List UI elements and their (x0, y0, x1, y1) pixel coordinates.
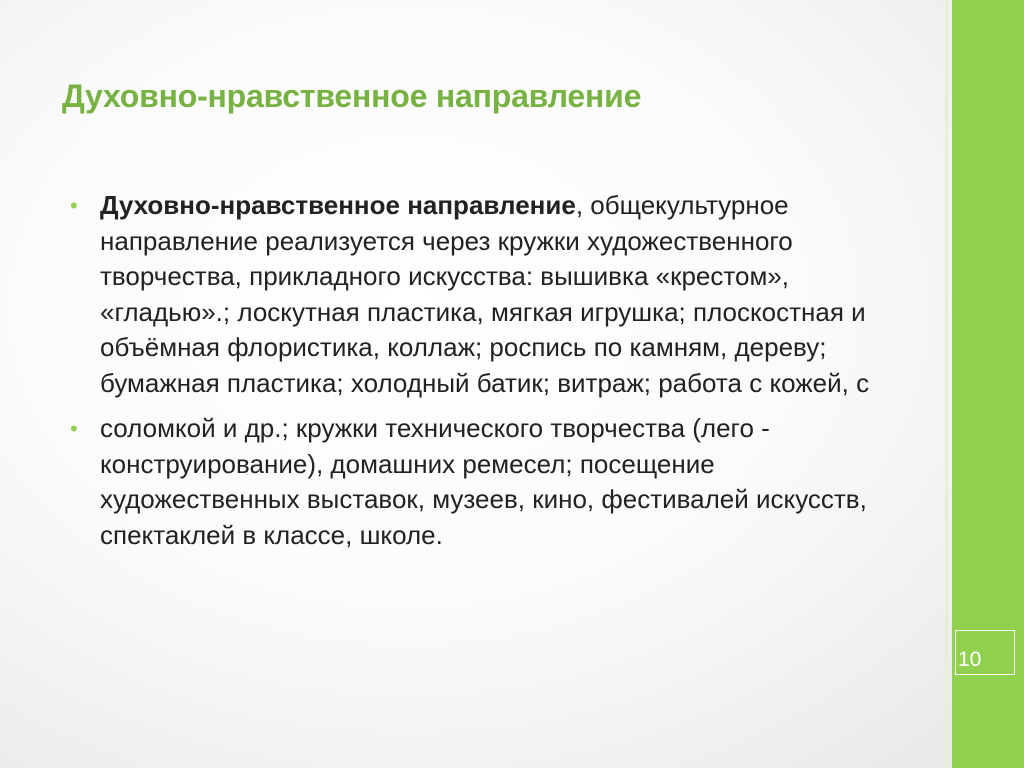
bullet-dot-icon: • (70, 416, 78, 441)
side-divider-line (945, 0, 948, 768)
bullet-item-1 (70, 188, 890, 401)
slide-title: Духовно-нравственное направление (62, 78, 642, 114)
bullet-dot-icon: • (70, 193, 78, 218)
bullet-text-1: , общекультурное направление реализуется через кружки художественного творчества, прикладного искусства: вышивка «крестом», «гладью».; лоскутная пластика, мягкая игрушка; плоскостная и объёмная флористика, коллаж; роспись по камням, дереву; бумажная пластика; холодный батик; витраж; работа с кожей, с (100, 190, 870, 398)
page-number: 10 (955, 630, 1015, 675)
bullet-bold-lead: Духовно-нравственное направление (100, 190, 576, 220)
bullet-list (70, 188, 890, 563)
bullet-text-2: соломкой и др.; кружки технического творчества (лего - конструирование), домашних ремесел; посещение художественных выставок, музеев, кино, фестивалей искусств, спектаклей в классе, школе. (100, 413, 867, 550)
bullet-item-2 (70, 411, 890, 553)
